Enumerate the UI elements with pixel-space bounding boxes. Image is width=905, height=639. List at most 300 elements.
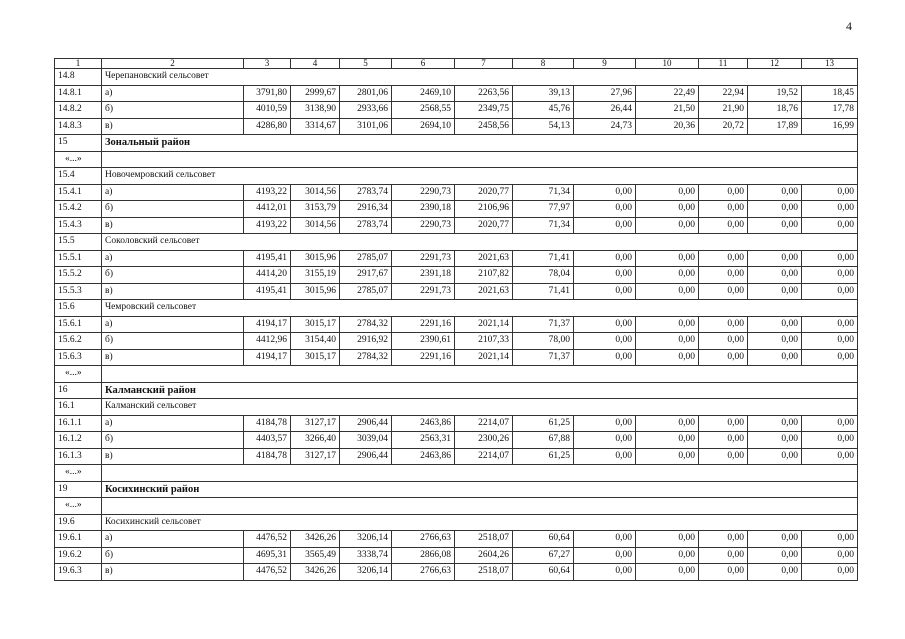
value-cell: 3138,90	[291, 102, 340, 119]
settlement-name: Соколовский сельсовет	[102, 234, 858, 251]
table-row	[55, 333, 858, 350]
value-cell: 4412,96	[244, 333, 291, 350]
value-cell: 4412,01	[244, 201, 291, 218]
header-cell: 2	[102, 59, 244, 69]
table-row	[55, 184, 858, 201]
empty-cell	[102, 465, 858, 482]
row-code: 15.5.1	[55, 250, 102, 267]
value-cell: 61,25	[513, 448, 574, 465]
value-cell: 60,64	[513, 531, 574, 548]
value-cell: 0,00	[802, 432, 858, 449]
value-cell: 2518,07	[455, 564, 513, 581]
table-row	[55, 151, 858, 168]
value-cell: 3153,79	[291, 201, 340, 218]
value-cell: 0,00	[748, 250, 802, 267]
row-code: «...»	[55, 498, 102, 515]
value-cell: 0,00	[699, 267, 748, 284]
value-cell: 3101,06	[340, 118, 392, 135]
header-cell: 8	[513, 59, 574, 69]
value-cell: 0,00	[748, 564, 802, 581]
table-row	[55, 366, 858, 383]
value-cell: 0,00	[699, 415, 748, 432]
header-cell: 10	[636, 59, 699, 69]
value-cell: 2291,73	[392, 250, 455, 267]
value-cell: 0,00	[699, 547, 748, 564]
value-cell: 2291,73	[392, 283, 455, 300]
value-cell: 0,00	[574, 448, 636, 465]
tariff-table	[54, 58, 858, 581]
header-cell: 9	[574, 59, 636, 69]
value-cell: 0,00	[574, 217, 636, 234]
value-cell: 3791,80	[244, 85, 291, 102]
value-cell: 2568,55	[392, 102, 455, 119]
value-cell: 67,88	[513, 432, 574, 449]
value-cell: 0,00	[574, 432, 636, 449]
value-cell: 0,00	[748, 531, 802, 548]
value-cell: 2999,67	[291, 85, 340, 102]
row-label: в)	[102, 448, 244, 465]
value-cell: 2917,67	[340, 267, 392, 284]
value-cell: 2349,75	[455, 102, 513, 119]
value-cell: 0,00	[802, 547, 858, 564]
value-cell: 2916,92	[340, 333, 392, 350]
value-cell: 4194,17	[244, 316, 291, 333]
value-cell: 4695,31	[244, 547, 291, 564]
table-row	[55, 267, 858, 284]
row-label: а)	[102, 415, 244, 432]
value-cell: 2916,34	[340, 201, 392, 218]
value-cell: 0,00	[699, 564, 748, 581]
value-cell: 0,00	[802, 349, 858, 366]
value-cell: 2766,63	[392, 531, 455, 548]
row-label: б)	[102, 547, 244, 564]
table-row	[55, 283, 858, 300]
table-body	[55, 59, 858, 581]
value-cell: 0,00	[636, 333, 699, 350]
value-cell: 60,64	[513, 564, 574, 581]
value-cell: 2783,74	[340, 217, 392, 234]
value-cell: 4195,41	[244, 283, 291, 300]
table-row	[55, 465, 858, 482]
value-cell: 2214,07	[455, 415, 513, 432]
value-cell: 71,41	[513, 250, 574, 267]
row-label: б)	[102, 201, 244, 218]
row-code: 15.5	[55, 234, 102, 251]
value-cell: 2469,10	[392, 85, 455, 102]
header-row	[55, 59, 858, 69]
value-cell: 2563,31	[392, 432, 455, 449]
settlement-name: Черепановский сельсовет	[102, 69, 858, 86]
value-cell: 0,00	[748, 547, 802, 564]
value-cell: 2390,61	[392, 333, 455, 350]
table-row	[55, 448, 858, 465]
value-cell: 2463,86	[392, 415, 455, 432]
value-cell: 27,96	[574, 85, 636, 102]
value-cell: 2021,63	[455, 250, 513, 267]
value-cell: 3154,40	[291, 333, 340, 350]
row-code: 14.8.3	[55, 118, 102, 135]
value-cell: 2263,56	[455, 85, 513, 102]
district-name: Калманский район	[102, 382, 858, 399]
row-label: а)	[102, 184, 244, 201]
value-cell: 0,00	[802, 217, 858, 234]
value-cell: 0,00	[636, 184, 699, 201]
value-cell: 21,50	[636, 102, 699, 119]
row-label: б)	[102, 102, 244, 119]
row-code: 14.8	[55, 69, 102, 86]
value-cell: 0,00	[748, 316, 802, 333]
row-code: 16	[55, 382, 102, 399]
value-cell: 0,00	[699, 184, 748, 201]
value-cell: 2906,44	[340, 415, 392, 432]
value-cell: 3206,14	[340, 531, 392, 548]
value-cell: 3015,96	[291, 250, 340, 267]
value-cell: 3015,17	[291, 316, 340, 333]
value-cell: 0,00	[636, 283, 699, 300]
row-label: б)	[102, 432, 244, 449]
value-cell: 3015,17	[291, 349, 340, 366]
value-cell: 2694,10	[392, 118, 455, 135]
value-cell: 2020,77	[455, 184, 513, 201]
table-row	[55, 415, 858, 432]
value-cell: 71,34	[513, 184, 574, 201]
value-cell: 4010,59	[244, 102, 291, 119]
row-label: в)	[102, 564, 244, 581]
table-row	[55, 382, 858, 399]
value-cell: 0,00	[748, 432, 802, 449]
value-cell: 54,13	[513, 118, 574, 135]
value-cell: 0,00	[636, 432, 699, 449]
row-code: 19.6.3	[55, 564, 102, 581]
value-cell: 18,45	[802, 85, 858, 102]
header-cell: 7	[455, 59, 513, 69]
value-cell: 4476,52	[244, 564, 291, 581]
value-cell: 3314,67	[291, 118, 340, 135]
value-cell: 3565,49	[291, 547, 340, 564]
row-code: 14.8.2	[55, 102, 102, 119]
value-cell: 2518,07	[455, 531, 513, 548]
value-cell: 0,00	[574, 333, 636, 350]
value-cell: 0,00	[636, 201, 699, 218]
value-cell: 0,00	[574, 201, 636, 218]
value-cell: 3426,26	[291, 531, 340, 548]
value-cell: 17,78	[802, 102, 858, 119]
value-cell: 2785,07	[340, 283, 392, 300]
header-cell: 1	[55, 59, 102, 69]
value-cell: 0,00	[574, 531, 636, 548]
value-cell: 0,00	[699, 333, 748, 350]
table-row	[55, 69, 858, 86]
empty-cell	[102, 498, 858, 515]
value-cell: 4184,78	[244, 448, 291, 465]
settlement-name: Калманский сельсовет	[102, 399, 858, 416]
value-cell: 18,76	[748, 102, 802, 119]
row-label: в)	[102, 349, 244, 366]
header-cell: 12	[748, 59, 802, 69]
value-cell: 4286,80	[244, 118, 291, 135]
value-cell: 4476,52	[244, 531, 291, 548]
value-cell: 0,00	[802, 564, 858, 581]
value-cell: 2604,26	[455, 547, 513, 564]
value-cell: 3127,17	[291, 448, 340, 465]
value-cell: 0,00	[699, 250, 748, 267]
settlement-name: Чемровский сельсовет	[102, 300, 858, 317]
value-cell: 2785,07	[340, 250, 392, 267]
value-cell: 22,49	[636, 85, 699, 102]
value-cell: 71,37	[513, 349, 574, 366]
row-code: 15	[55, 135, 102, 152]
value-cell: 77,97	[513, 201, 574, 218]
value-cell: 2783,74	[340, 184, 392, 201]
row-label: а)	[102, 316, 244, 333]
value-cell: 24,73	[574, 118, 636, 135]
value-cell: 2291,16	[392, 349, 455, 366]
value-cell: 0,00	[802, 415, 858, 432]
value-cell: 0,00	[636, 448, 699, 465]
header-cell: 6	[392, 59, 455, 69]
row-code: 16.1.2	[55, 432, 102, 449]
value-cell: 0,00	[636, 349, 699, 366]
table-row	[55, 300, 858, 317]
value-cell: 61,25	[513, 415, 574, 432]
value-cell: 78,04	[513, 267, 574, 284]
value-cell: 0,00	[748, 415, 802, 432]
value-cell: 3014,56	[291, 217, 340, 234]
row-code: 16.1	[55, 399, 102, 416]
value-cell: 2390,18	[392, 201, 455, 218]
value-cell: 0,00	[636, 564, 699, 581]
value-cell: 0,00	[699, 349, 748, 366]
table-row	[55, 316, 858, 333]
value-cell: 0,00	[636, 531, 699, 548]
row-code: «...»	[55, 151, 102, 168]
value-cell: 3338,74	[340, 547, 392, 564]
value-cell: 2290,73	[392, 217, 455, 234]
row-code: 19.6.1	[55, 531, 102, 548]
value-cell: 0,00	[636, 547, 699, 564]
value-cell: 3014,56	[291, 184, 340, 201]
table-row	[55, 514, 858, 531]
value-cell: 3127,17	[291, 415, 340, 432]
value-cell: 3266,40	[291, 432, 340, 449]
value-cell: 4194,17	[244, 349, 291, 366]
value-cell: 26,44	[574, 102, 636, 119]
value-cell: 0,00	[802, 250, 858, 267]
table-row	[55, 564, 858, 581]
value-cell: 2766,63	[392, 564, 455, 581]
row-label: б)	[102, 267, 244, 284]
row-code: 15.6.3	[55, 349, 102, 366]
value-cell: 21,90	[699, 102, 748, 119]
value-cell: 0,00	[636, 267, 699, 284]
table-row	[55, 547, 858, 564]
value-cell: 2021,14	[455, 316, 513, 333]
value-cell: 0,00	[748, 283, 802, 300]
header-cell: 13	[802, 59, 858, 69]
value-cell: 16,99	[802, 118, 858, 135]
value-cell: 0,00	[699, 217, 748, 234]
value-cell: 0,00	[636, 316, 699, 333]
value-cell: 0,00	[574, 349, 636, 366]
row-label: а)	[102, 85, 244, 102]
value-cell: 3155,19	[291, 267, 340, 284]
value-cell: 4195,41	[244, 250, 291, 267]
value-cell: 4193,22	[244, 217, 291, 234]
value-cell: 0,00	[802, 333, 858, 350]
value-cell: 3039,04	[340, 432, 392, 449]
row-code: 15.5.3	[55, 283, 102, 300]
table-row	[55, 217, 858, 234]
value-cell: 2801,06	[340, 85, 392, 102]
value-cell: 0,00	[699, 448, 748, 465]
value-cell: 0,00	[574, 283, 636, 300]
value-cell: 2784,32	[340, 349, 392, 366]
value-cell: 0,00	[748, 217, 802, 234]
value-cell: 20,36	[636, 118, 699, 135]
value-cell: 0,00	[574, 267, 636, 284]
value-cell: 0,00	[748, 267, 802, 284]
table-row	[55, 85, 858, 102]
value-cell: 67,27	[513, 547, 574, 564]
value-cell: 2106,96	[455, 201, 513, 218]
value-cell: 0,00	[748, 448, 802, 465]
page-number: 4	[846, 19, 852, 33]
value-cell: 4403,57	[244, 432, 291, 449]
row-code: 19	[55, 481, 102, 498]
value-cell: 2290,73	[392, 184, 455, 201]
row-label: б)	[102, 333, 244, 350]
value-cell: 3426,26	[291, 564, 340, 581]
value-cell: 2021,63	[455, 283, 513, 300]
row-code: 16.1.3	[55, 448, 102, 465]
value-cell: 0,00	[636, 250, 699, 267]
empty-cell	[102, 366, 858, 383]
row-code: 15.6	[55, 300, 102, 317]
value-cell: 3015,96	[291, 283, 340, 300]
row-code: 16.1.1	[55, 415, 102, 432]
district-name: Косихинский район	[102, 481, 858, 498]
header-cell: 5	[340, 59, 392, 69]
value-cell: 2291,16	[392, 316, 455, 333]
value-cell: 71,34	[513, 217, 574, 234]
value-cell: 4414,20	[244, 267, 291, 284]
table-row	[55, 498, 858, 515]
value-cell: 2107,82	[455, 267, 513, 284]
value-cell: 2463,86	[392, 448, 455, 465]
value-cell: 0,00	[574, 250, 636, 267]
value-cell: 0,00	[802, 267, 858, 284]
row-code: 15.4.3	[55, 217, 102, 234]
value-cell: 2214,07	[455, 448, 513, 465]
value-cell: 0,00	[699, 201, 748, 218]
value-cell: 0,00	[748, 184, 802, 201]
value-cell: 0,00	[802, 201, 858, 218]
value-cell: 0,00	[699, 283, 748, 300]
value-cell: 2021,14	[455, 349, 513, 366]
table-row	[55, 118, 858, 135]
value-cell: 3206,14	[340, 564, 392, 581]
value-cell: 2020,77	[455, 217, 513, 234]
table-row	[55, 234, 858, 251]
value-cell: 71,41	[513, 283, 574, 300]
district-name: Зональный район	[102, 135, 858, 152]
row-code: 15.4.1	[55, 184, 102, 201]
row-code: 19.6	[55, 514, 102, 531]
row-code: 14.8.1	[55, 85, 102, 102]
value-cell: 0,00	[574, 415, 636, 432]
value-cell: 0,00	[748, 349, 802, 366]
value-cell: 4184,78	[244, 415, 291, 432]
value-cell: 39,13	[513, 85, 574, 102]
row-label: в)	[102, 217, 244, 234]
table-row	[55, 399, 858, 416]
value-cell: 0,00	[802, 316, 858, 333]
value-cell: 2906,44	[340, 448, 392, 465]
empty-cell	[102, 151, 858, 168]
header-cell: 4	[291, 59, 340, 69]
value-cell: 2933,66	[340, 102, 392, 119]
value-cell: 2300,26	[455, 432, 513, 449]
value-cell: 0,00	[636, 217, 699, 234]
table-row	[55, 481, 858, 498]
row-code: 15.6.1	[55, 316, 102, 333]
value-cell: 0,00	[699, 432, 748, 449]
value-cell: 0,00	[802, 283, 858, 300]
table-row	[55, 168, 858, 185]
row-code: 15.4.2	[55, 201, 102, 218]
value-cell: 0,00	[748, 201, 802, 218]
row-label: в)	[102, 118, 244, 135]
value-cell: 2458,56	[455, 118, 513, 135]
table-row	[55, 250, 858, 267]
row-code: «...»	[55, 366, 102, 383]
settlement-name: Косихинский сельсовет	[102, 514, 858, 531]
value-cell: 4193,22	[244, 184, 291, 201]
value-cell: 22,94	[699, 85, 748, 102]
value-cell: 0,00	[802, 448, 858, 465]
value-cell: 2107,33	[455, 333, 513, 350]
value-cell: 0,00	[574, 564, 636, 581]
row-label: а)	[102, 250, 244, 267]
row-code: 15.5.2	[55, 267, 102, 284]
value-cell: 2391,18	[392, 267, 455, 284]
value-cell: 19,52	[748, 85, 802, 102]
value-cell: 17,89	[748, 118, 802, 135]
header-cell: 11	[699, 59, 748, 69]
value-cell: 0,00	[574, 547, 636, 564]
row-label: а)	[102, 531, 244, 548]
value-cell: 0,00	[699, 316, 748, 333]
value-cell: 0,00	[802, 531, 858, 548]
value-cell: 0,00	[699, 531, 748, 548]
table-row	[55, 349, 858, 366]
row-code: 15.6.2	[55, 333, 102, 350]
value-cell: 45,76	[513, 102, 574, 119]
value-cell: 0,00	[574, 316, 636, 333]
row-code: 15.4	[55, 168, 102, 185]
value-cell: 0,00	[802, 184, 858, 201]
header-cell: 3	[244, 59, 291, 69]
value-cell: 78,00	[513, 333, 574, 350]
value-cell: 2866,08	[392, 547, 455, 564]
table-row	[55, 432, 858, 449]
table-row	[55, 102, 858, 119]
table-row	[55, 531, 858, 548]
row-code: «...»	[55, 465, 102, 482]
value-cell: 20,72	[699, 118, 748, 135]
settlement-name: Новочемровский сельсовет	[102, 168, 858, 185]
value-cell: 2784,32	[340, 316, 392, 333]
